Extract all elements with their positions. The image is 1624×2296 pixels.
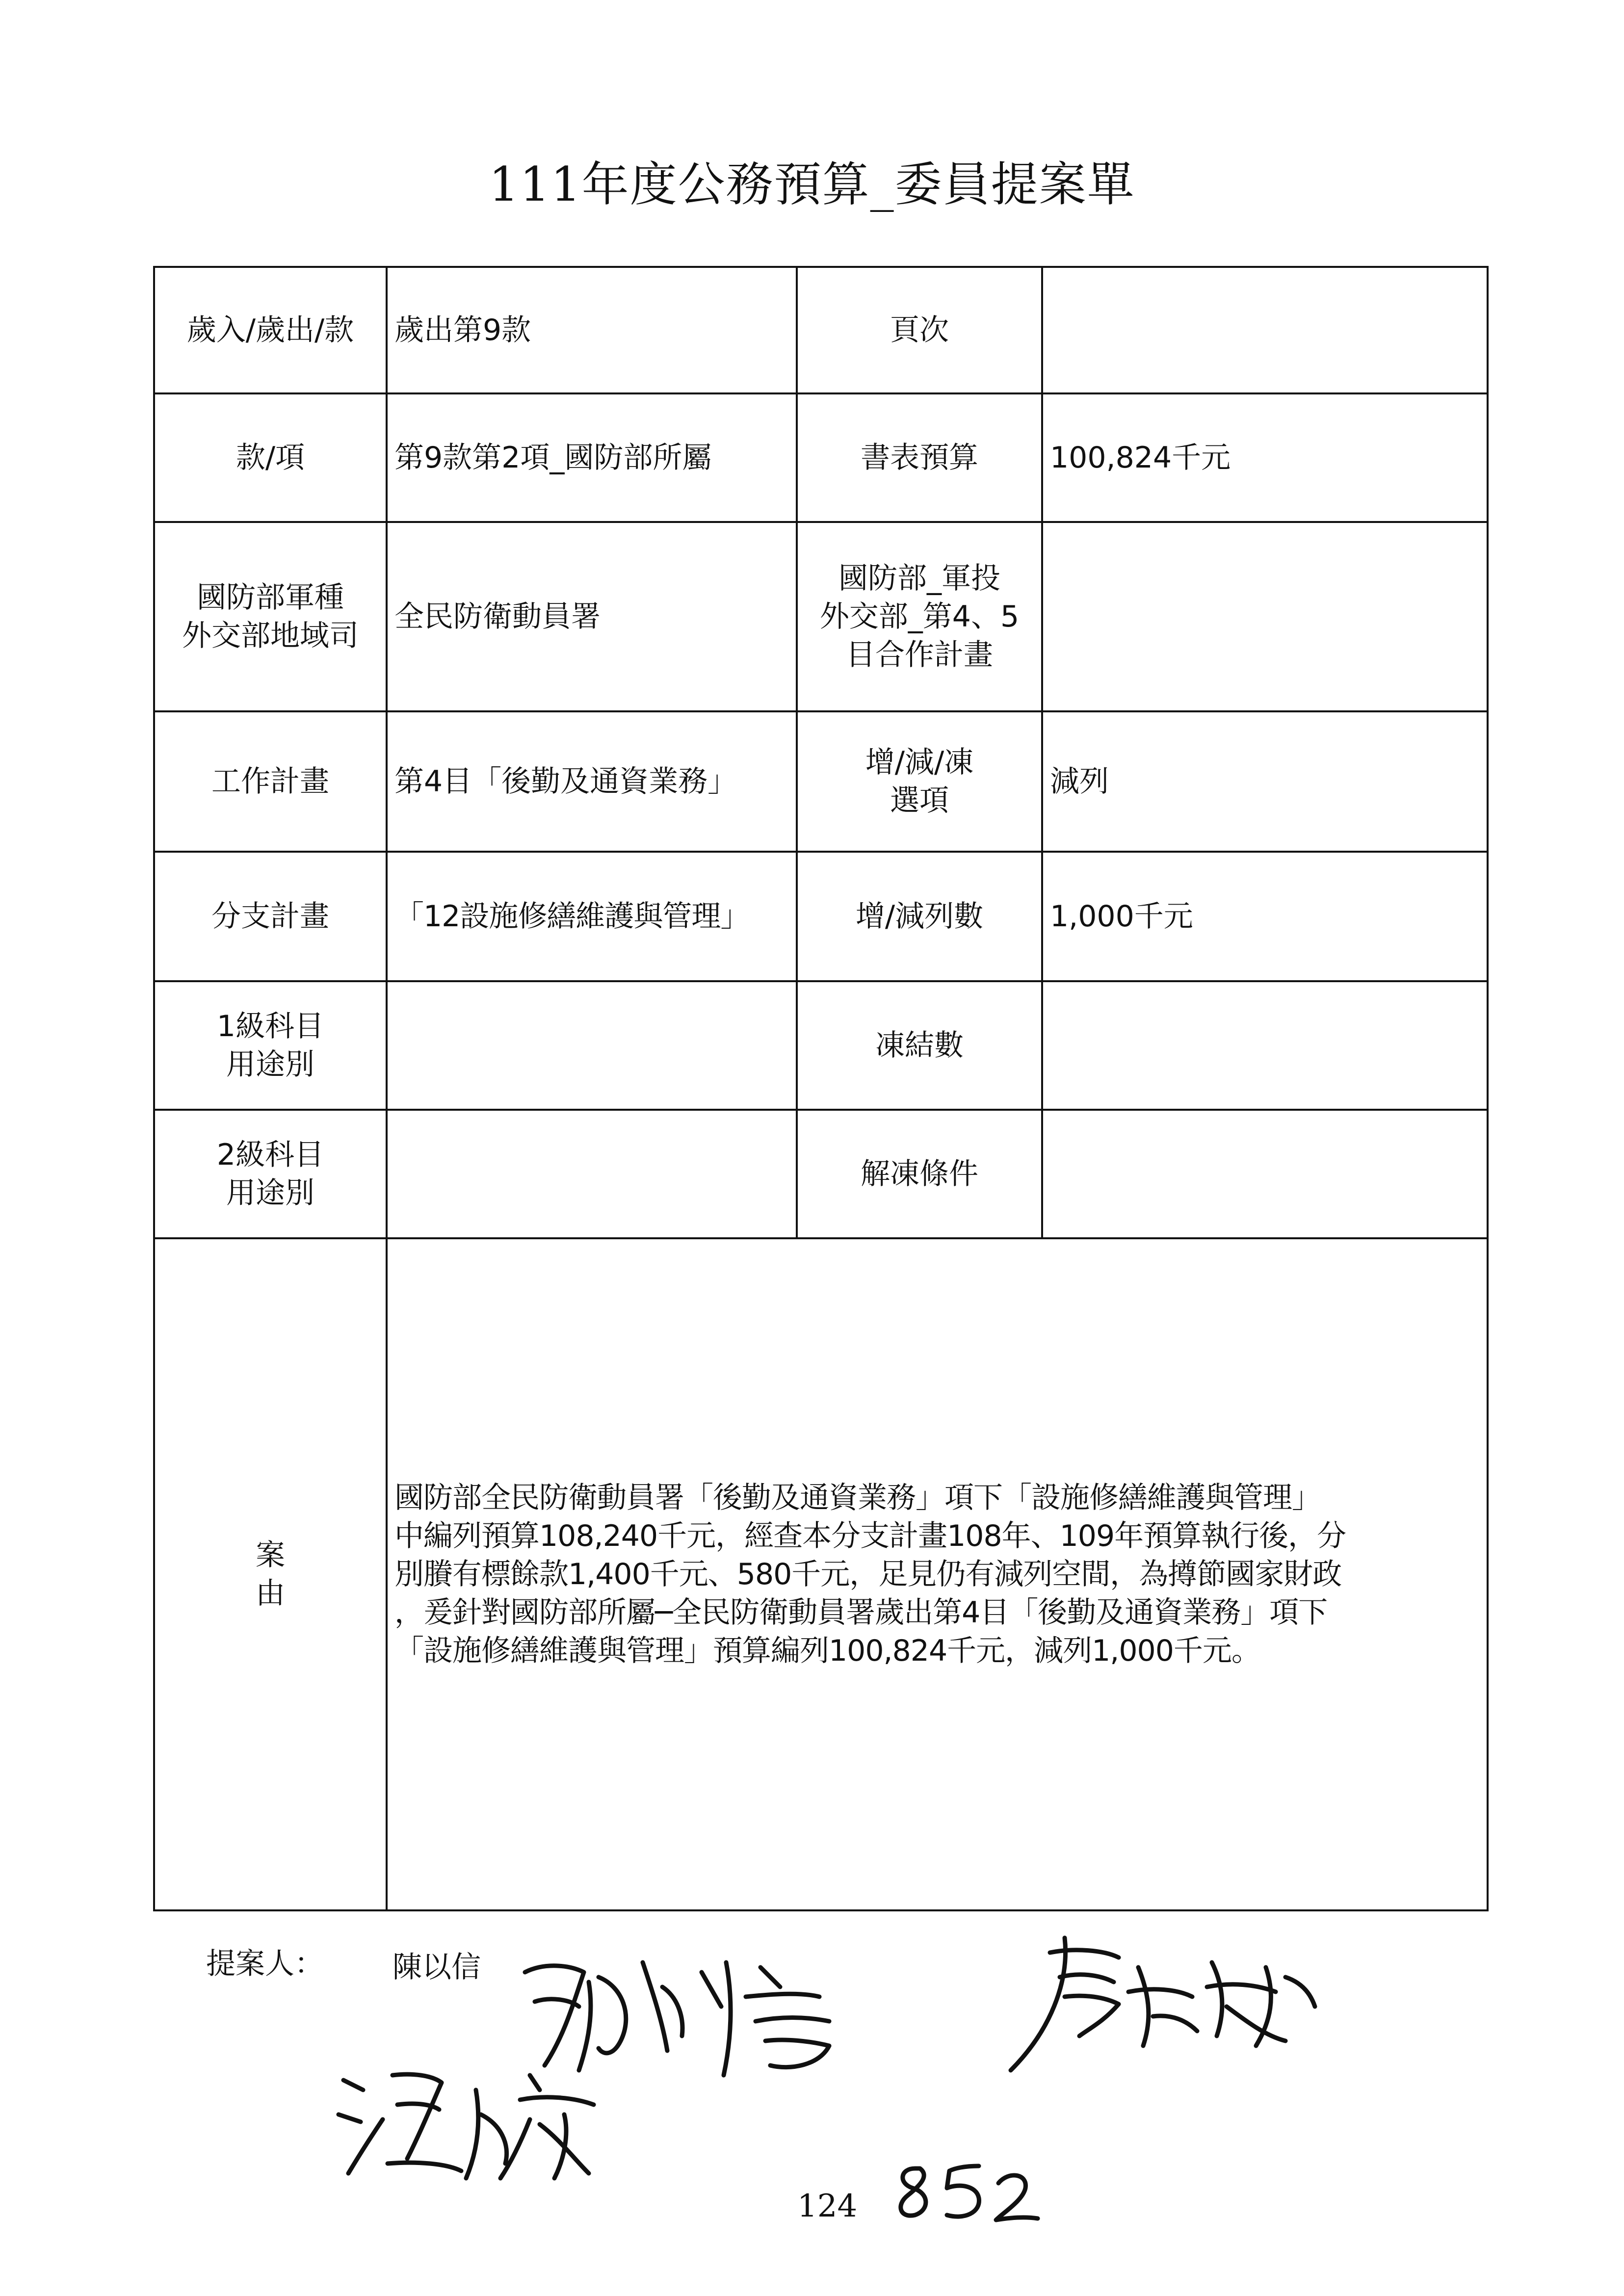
field-value: 全民防衛動員署	[387, 522, 797, 711]
field-value	[1042, 981, 1488, 1110]
table-row	[154, 267, 1488, 393]
field-label: 歲入/歲出/款	[154, 267, 387, 393]
field-value: 第9款第2項_國防部所屬	[387, 393, 797, 522]
field-label: 頁次	[797, 267, 1042, 393]
page-title: 111年度公務預算_委員提案單	[489, 157, 1135, 212]
reason-line: 中編列預算108,240千元，經查本分支計畫108年、109年預算執行後，分	[394, 1519, 1346, 1553]
field-label: 解凍條件	[797, 1110, 1042, 1238]
table-row	[154, 393, 1488, 522]
field-value: 「12設施修繕維護與管理」	[387, 852, 797, 981]
field-value: 100,824千元	[1042, 393, 1488, 522]
field-value: 第4目「後勤及通資業務」	[387, 711, 797, 852]
reason-text	[387, 1238, 1488, 1910]
field-value	[387, 981, 797, 1110]
proposal-form-table	[153, 266, 1489, 1911]
proposer-name: 陳以信	[393, 1950, 481, 1984]
field-label: 2級科目 用途別	[154, 1110, 387, 1238]
field-value: 歲出第9款	[387, 267, 797, 393]
field-label: 增/減/凍 選項	[797, 711, 1042, 852]
reason-line: 別賸有標餘款1,400千元、580千元，足見仍有減列空間，為撙節國家財政	[394, 1557, 1342, 1592]
table-row	[154, 522, 1488, 711]
field-value	[1042, 267, 1488, 393]
reason-row	[154, 1238, 1488, 1910]
table-row	[154, 1110, 1488, 1238]
field-label: 分支計畫	[154, 852, 387, 981]
field-label: 國防部軍種 外交部地域司	[154, 522, 387, 711]
field-value: 減列	[1042, 711, 1488, 852]
field-label: 凍結數	[797, 981, 1042, 1110]
field-label: 國防部_軍投 外交部_第4、5 目合作計畫	[797, 522, 1042, 711]
signature-2	[991, 1923, 1335, 2080]
field-label: 款/項	[154, 393, 387, 522]
table-row	[154, 711, 1488, 852]
reason-line: 「設施修繕維護與管理」預算編列100,824千元，減列1,000千元。	[394, 1634, 1260, 1668]
reason-line: 國防部全民防衛動員署「後勤及通資業務」項下「設施修繕維護與管理」	[394, 1481, 1321, 1515]
field-label: 增/減列數	[797, 852, 1042, 981]
field-value	[1042, 522, 1488, 711]
field-label: 1級科目 用途別	[154, 981, 387, 1110]
proposer-label: 提案人：	[206, 1947, 324, 1981]
field-value	[1042, 1110, 1488, 1238]
page-number: 124	[797, 2188, 858, 2224]
field-label: 書表預算	[797, 393, 1042, 522]
field-value: 1,000千元	[1042, 852, 1488, 981]
field-label: 工作計畫	[154, 711, 387, 852]
table-row	[154, 981, 1488, 1110]
reason-line: ，爰針對國防部所屬─全民防衛動員署歲出第4目「後勤及通資業務」項下	[394, 1595, 1328, 1630]
handwritten-page-number	[886, 2154, 1043, 2227]
field-value	[387, 1110, 797, 1238]
signature-3	[334, 2061, 608, 2188]
reason-label-cell	[154, 1238, 387, 1910]
reason-label: 案由	[256, 1538, 354, 1611]
table-row	[154, 852, 1488, 981]
